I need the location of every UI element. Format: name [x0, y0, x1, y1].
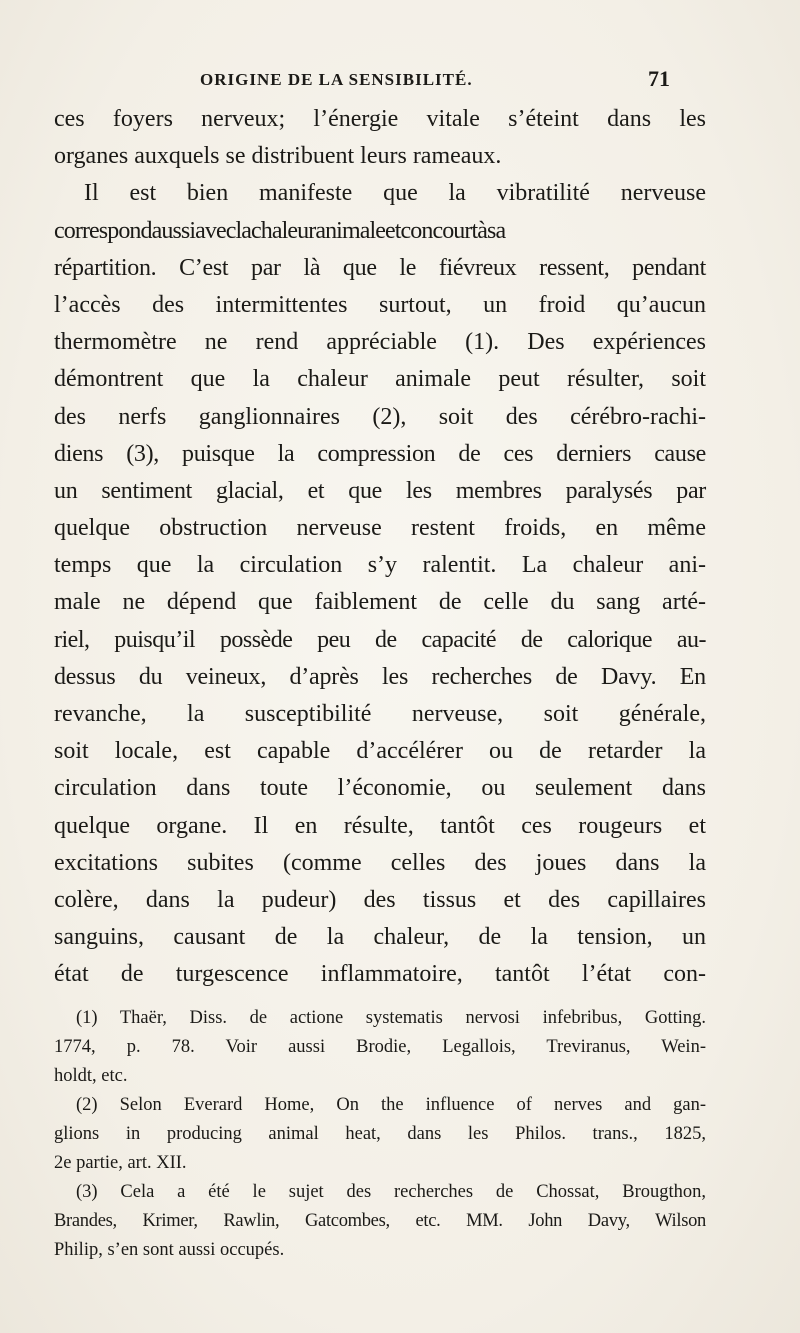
text-line: des nerfs ganglionnaires (2), soit des cérébro-rachi-	[54, 403, 706, 430]
text-line: quelque obstruction nerveuse restent froids, en même	[54, 515, 706, 542]
text-line: correspondaussiaveclachaleuranimaleetconcourtàsa	[54, 217, 506, 244]
text-line: thermomètre ne rend appréciable (1). Des expériences	[54, 329, 706, 356]
page-header	[200, 66, 670, 96]
footnote-line: holdt, etc.	[54, 1066, 128, 1086]
text-line: état de turgescence inflammatoire, tantôt l’état con-	[54, 961, 706, 988]
footnote-line: 1774, p. 78. Voir aussi Brodie, Legallois, Treviranus, Wein-	[54, 1037, 706, 1057]
text-line: l’accès des intermittentes surtout, un froid qu’aucun	[54, 291, 706, 318]
text-line: dessus du veineux, d’après les recherches de Davy. En	[54, 663, 706, 690]
text-line: sanguins, causant de la chaleur, de la tension, un	[54, 924, 706, 951]
text-line: répartition. C’est par là que le fiévreux ressent, pendant	[54, 254, 706, 281]
text-line: diens (3), puisque la compression de ces derniers cause	[54, 440, 706, 467]
main-text	[54, 101, 706, 994]
footnotes	[54, 1004, 706, 1265]
text-line: riel, puisqu’il possède peu de capacité de calorique au-	[54, 626, 706, 653]
footnote-line: (3) Cela a été le sujet des recherches de Chossat, Brougthon,	[76, 1182, 706, 1202]
page-number: 71	[648, 66, 670, 91]
text-line: colère, dans la pudeur) des tissus et des capillaires	[54, 886, 706, 913]
footnote-line: Philip, s’en sont aussi occupés.	[54, 1240, 285, 1260]
text-line: excitations subites (comme celles des joues dans la	[54, 849, 706, 876]
footnote-line: 2e partie, art. XII.	[54, 1153, 187, 1173]
text-line: un sentiment glacial, et que les membres paralysés par	[54, 477, 706, 504]
text-line: male ne dépend que faiblement de celle du sang arté-	[54, 589, 706, 616]
footnote-line: (2) Selon Everard Home, On the influence of nerves and gan-	[76, 1095, 706, 1115]
text-line: organes auxquels se distribuent leurs rameaux.	[54, 143, 502, 170]
text-line: ces foyers nerveux; l’énergie vitale s’éteint dans les	[54, 106, 706, 132]
text-line: circulation dans toute l’économie, ou seulement dans	[54, 775, 706, 802]
footnote-1	[54, 1004, 706, 1091]
footnote-2	[54, 1091, 706, 1178]
text-line: soit locale, est capable d’accélérer ou de retarder la	[54, 738, 706, 765]
text-line: temps que la circulation s’y ralentit. La chaleur ani-	[54, 552, 706, 579]
text-line: revanche, la susceptibilité nerveuse, soit générale,	[54, 701, 706, 727]
text-line: quelque organe. Il en résulte, tantôt ces rougeurs et	[54, 812, 706, 839]
text-line: Il est bien manifeste que la vibratilité nerveuse	[84, 180, 706, 207]
footnote-line: (1) Thaër, Diss. de actione systematis nervosi infebribus, Gotting.	[76, 1008, 706, 1028]
footnote-3	[54, 1178, 706, 1265]
footnote-line: Brandes, Krimer, Rawlin, Gatcombes, etc. MM. John Davy, Wilson	[54, 1211, 706, 1231]
footnote-line: glions in producing animal heat, dans les Philos. trans., 1825,	[54, 1124, 706, 1144]
text-line: démontrent que la chaleur animale peut résulter, soit	[54, 366, 706, 393]
running-title: ORIGINE DE LA SENSIBILITÉ.	[200, 70, 473, 89]
